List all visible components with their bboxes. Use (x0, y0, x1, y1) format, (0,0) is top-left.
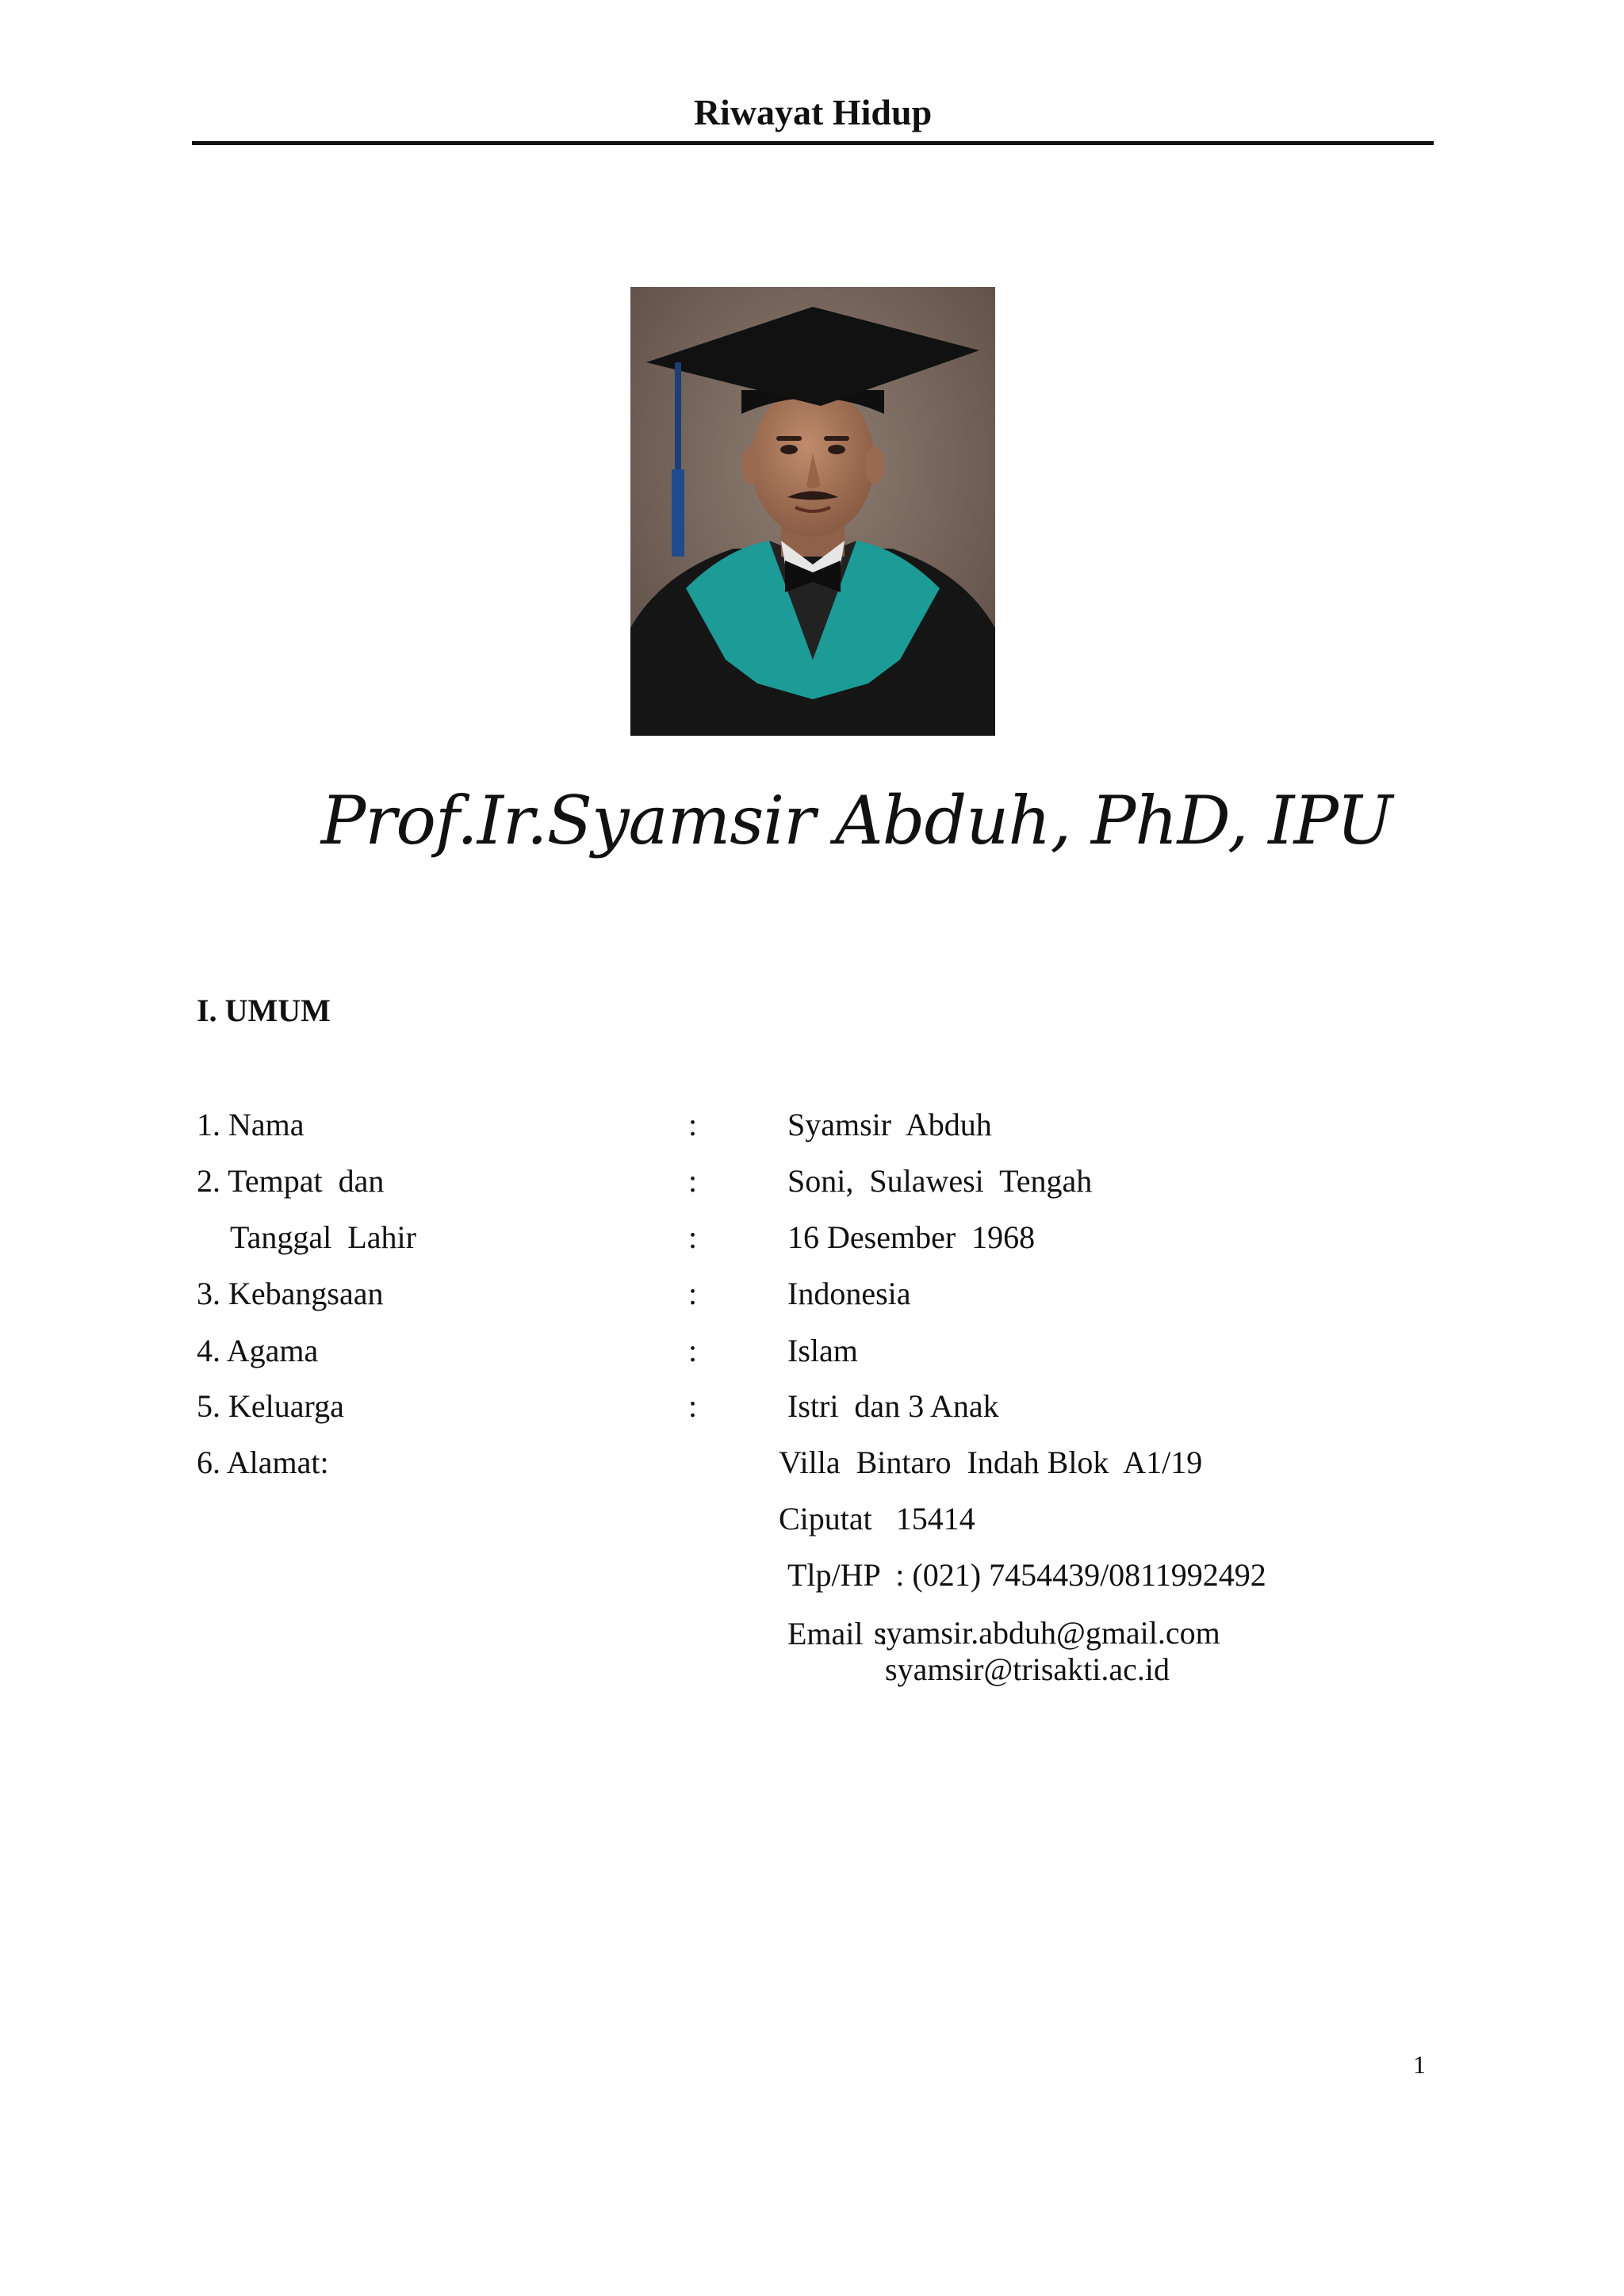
section-heading-umum: I. UMUM (197, 993, 331, 1028)
field-label: 1. Nama (197, 1107, 304, 1142)
field-label: 6. Alamat: (197, 1445, 329, 1480)
address-line-1: Villa Bintaro Indah Blok A1/19 (779, 1445, 1203, 1480)
field-value: Syamsir Abduh (787, 1107, 992, 1142)
field-label: 3. Kebangsaan (197, 1276, 384, 1311)
field-value: Istri dan 3 Anak (787, 1388, 999, 1424)
person-full-name: Prof.Ir.Syamsir Abduh, PhD, IPU (320, 782, 1392, 859)
address-line-2: Ciputat 15414 (779, 1501, 975, 1536)
email-primary[interactable]: syamsir.abduh@gmail.com (874, 1615, 1220, 1651)
page-number: 1 (1413, 2050, 1426, 2079)
field-colon: : (688, 1219, 698, 1255)
field-label: 4. Agama (197, 1333, 319, 1368)
field-colon: : (688, 1107, 698, 1142)
field-row-agama (0, 1327, 1624, 1375)
field-row-kebangsaan (0, 1270, 1624, 1318)
page-title: Riwayat Hidup (693, 92, 933, 132)
graduation-portrait-photo (630, 287, 995, 736)
header-divider (192, 141, 1434, 145)
address-row-2 (0, 1495, 1624, 1543)
field-row-keluarga (0, 1383, 1624, 1430)
field-label: 2. Tempat dan (197, 1163, 385, 1199)
field-colon: : (688, 1163, 698, 1199)
field-row-nama (0, 1101, 1624, 1149)
field-colon: : (688, 1388, 698, 1424)
field-row-tempat (0, 1158, 1624, 1205)
field-label: 5. Keluarga (197, 1388, 344, 1424)
portrait-photo (630, 287, 995, 736)
phone-line: Tlp/HP : (021) 7454439/0811992492 (787, 1557, 1266, 1593)
field-value: 16 Desember 1968 (787, 1219, 1036, 1255)
field-value: Islam (787, 1333, 858, 1368)
email-label: Email : (787, 1616, 888, 1651)
email-secondary[interactable]: syamsir@trisakti.ac.id (885, 1651, 1170, 1687)
field-value: Soni, Sulawesi Tengah (787, 1163, 1093, 1199)
field-row-alamat (0, 1439, 1624, 1487)
field-label: Tanggal Lahir (230, 1219, 416, 1255)
field-colon: : (688, 1276, 698, 1311)
field-row-tanggal-lahir (0, 1214, 1624, 1261)
field-colon: : (688, 1333, 698, 1368)
field-value: Indonesia (787, 1276, 911, 1311)
